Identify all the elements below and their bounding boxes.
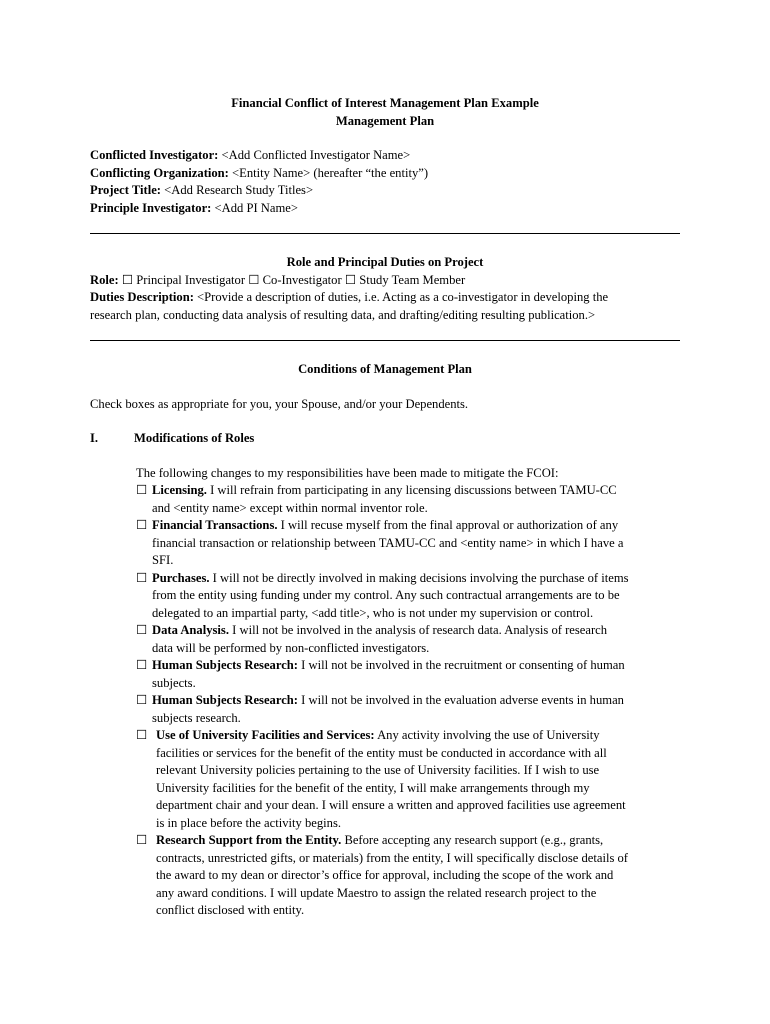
item-text: I will not be involved in the recruitment or consenting of human [298,658,625,672]
item-line [152,657,680,675]
item-label: Purchases. [152,570,210,585]
section-number: I. [90,431,99,445]
field-label: Conflicted Investigator: [90,148,219,162]
item-line [152,622,680,640]
item-line: relevant University policies pertaining to the use of University facilities. If I wish to use [156,763,600,777]
item-label: Data Analysis. [152,623,229,637]
item-line [152,692,680,710]
item-line: data will be performed by non-conflicted investigators. [152,640,430,655]
list-intro: The following changes to my responsibilities have been made to mitigate the FCOI: [136,465,559,480]
checkbox-icon[interactable]: ☐ [136,483,148,497]
document-title [90,95,680,130]
conditions-instruction: Check boxes as appropriate for you, your Spouse, and/or your Dependents. [90,396,469,411]
checkbox-items [136,482,680,920]
item-text: I will not be involved in the evaluation adverse events in human [298,693,624,707]
role-options: ☐ Principal Investigator ☐ Co-Investigator ☐ Study Team Member [118,272,466,287]
item-text: I will refrain from participating in any licensing discussions between TAMU-CC [206,483,617,497]
checkbox-icon[interactable]: ☐ [136,833,148,847]
item-line: University facilities for the benefit of the entity, I will make arrangements through my [156,780,590,795]
item-line [152,517,680,535]
field-conflicting-organization [90,165,680,183]
item-text: I will recuse myself from the final approval or authorization of any [277,518,619,532]
section-title: Modifications of Roles [134,431,255,445]
duties-line-2: research plan, conducting data analysis of resulting data, and drafting/editing resulting publication.> [90,307,596,322]
item-label: Research Support from the Entity. [156,833,342,847]
field-label: Principle Investigator: [90,200,212,215]
field-label: Conflicting Organization: [90,165,229,180]
field-conflicted-investigator [90,147,680,165]
checkbox-item [136,622,680,657]
role-label: Role: [90,272,119,287]
item-line: and <entity name> except within normal inventor role. [152,500,428,515]
checkbox-icon[interactable]: ☐ [136,518,148,532]
title-line-1: Financial Conflict of Interest Management Plan Example [231,96,539,110]
item-line [152,482,680,500]
title-line-2: Management Plan [335,113,435,128]
field-value: <Add Conflicted Investigator Name> [218,148,411,162]
checkbox-item [136,517,680,570]
role-line [90,272,680,290]
item-line: SFI. [152,553,174,567]
item-line: department chair and your dean. I will ensure a written and approved facilities use agreement [156,798,626,812]
item-text: I will not be directly involved in making decisions involving the purchase of items [209,570,629,585]
item-label: Human Subjects Research: [152,658,298,672]
checkbox-icon[interactable]: ☐ [136,693,148,707]
item-label: Use of University Facilities and Services: [156,728,375,742]
field-label: Project Title: [90,183,161,197]
item-line: financial transaction or relationship between TAMU-CC and <entity name> in which I have a [152,535,624,550]
checkbox-icon[interactable]: ☐ [136,728,148,742]
checkbox-item [136,692,680,727]
checkbox-item [136,832,680,920]
checkbox-item [136,482,680,517]
item-line: the award to my dean or director’s office for approval, including the scope of the work and [156,868,614,882]
field-principle-investigator [90,200,680,218]
item-text: Before accepting any research support (e.g., grants, [341,833,604,847]
item-label: Human Subjects Research: [152,693,298,707]
item-label: Financial Transactions. [152,518,278,532]
role-section-title: Role and Principal Duties on Project [286,255,484,269]
checkbox-icon[interactable]: ☐ [136,623,148,637]
header-fields [90,147,680,217]
item-line: is in place before the activity begins. [156,815,341,830]
divider-rule [90,340,680,341]
item-label: Licensing. [152,483,207,497]
duties-label: Duties Description: [90,290,194,304]
item-line: delegated to an impartial party, <add title>, who is not under my supervision or control. [152,605,594,620]
duties-text: <Provide a description of duties, i.e. Acting as a co-investigator in developing the [193,290,609,304]
field-value: <Add Research Study Titles> [161,183,314,197]
item-line: any award conditions. I will update Maestro to assign the related research project to the [156,885,597,900]
checkbox-icon[interactable]: ☐ [136,658,148,672]
item-text: I will not be involved in the analysis of research data. Analysis of research [228,623,608,637]
checkbox-icon[interactable]: ☐ [136,570,148,585]
item-line: facilities or services for the benefit of the entity must be conducted in accordance with all [156,745,607,760]
modifications-list [136,465,680,920]
item-line: subjects research. [152,710,241,725]
conditions-title: Conditions of Management Plan [298,362,472,376]
duties-line-1 [90,289,680,307]
field-value: <Entity Name> (hereafter “the entity”) [228,165,429,180]
section-heading [90,430,680,448]
checkbox-item [136,657,680,692]
checkbox-item [136,570,680,623]
field-project-title [90,182,680,200]
duties-description [90,289,680,324]
divider-rule [90,233,680,234]
field-value: <Add PI Name> [211,200,298,215]
item-line: from the entity using funding under my control. Any such contractual arrangements are to be [152,588,620,602]
item-line: contracts, unrestricted gifts, or materials) from the entity, I will specifically disclose details of [156,850,629,865]
item-line: conflict disclosed with entity. [156,903,305,917]
checkbox-item [136,727,680,832]
item-line [156,832,680,850]
item-line: subjects. [152,675,196,690]
item-text: Any activity involving the use of University [374,728,600,742]
item-line [152,570,680,588]
item-line [156,727,680,745]
